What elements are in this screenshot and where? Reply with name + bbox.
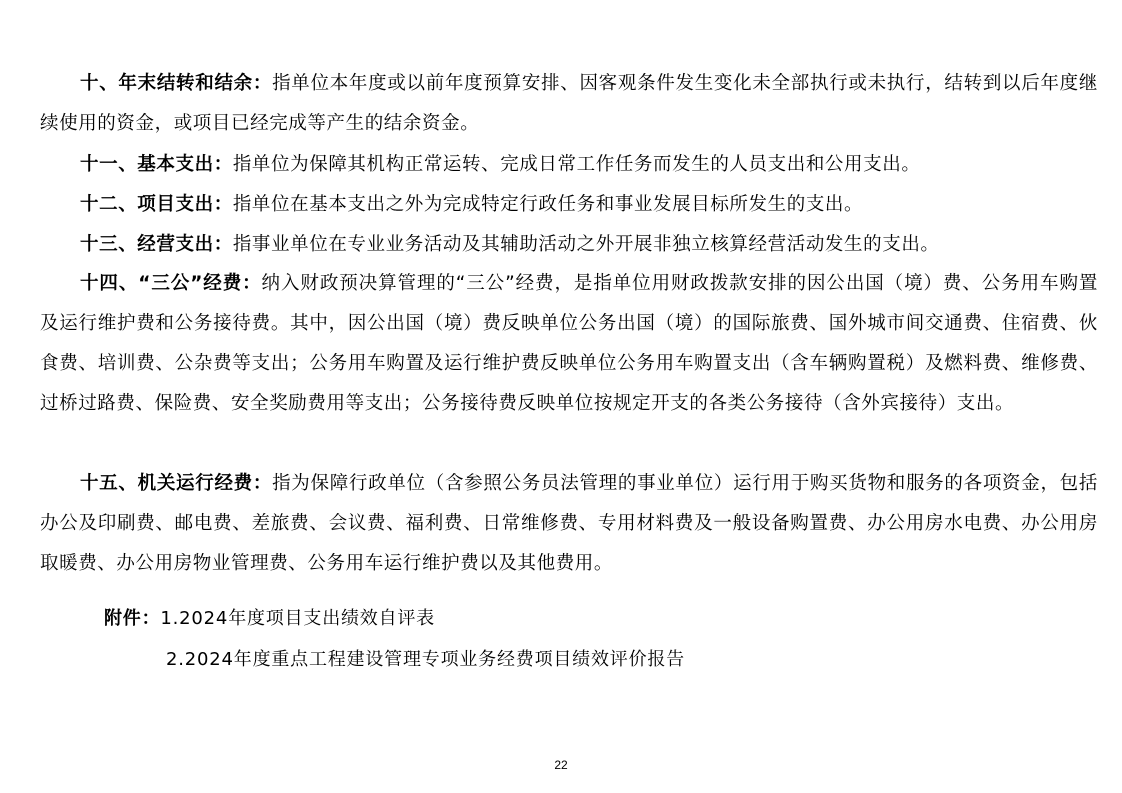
paragraph-three-public-expenses xyxy=(40,264,1098,424)
attachment-title: 2.2024年度重点工程建设管理专项业务经费项目绩效评价报告 xyxy=(166,649,685,670)
attachment-item-2 xyxy=(166,647,685,673)
attachment-item-1 xyxy=(104,606,435,632)
paragraph-text: 指为保障行政单位（含参照公务员法管理的事业单位）运行用于购买货物和服务的各项资金，包括办公及印刷费、邮电费、差旅费、会议费、福利费、日常维修费、专用材料费及一般设备购置费、办公用房水电费、办公用房取暖费、办公用房物业管理费、公务用车运行维护费以及其他费用。 xyxy=(40,473,1098,574)
paragraph-term: 十四、“三公”经费： xyxy=(80,273,262,294)
paragraph-text: 指单位在基本支出之外为完成特定行政任务和事业发展目标所发生的支出。 xyxy=(232,194,864,215)
paragraph-term: 十五、机关运行经费： xyxy=(80,473,273,494)
attachment-title: 1.2024年度项目支出绩效自评表 xyxy=(160,608,435,629)
page-number: 22 xyxy=(554,758,568,772)
paragraph-project-expenditure xyxy=(40,185,1098,225)
paragraph-text: 指单位为保障其机构正常运转、完成日常工作任务而发生的人员支出和公用支出。 xyxy=(232,154,921,175)
paragraph-year-end-carryover xyxy=(40,64,1098,144)
paragraph-text: 纳入财政预决算管理的“三公”经费，是指单位用财政拨款安排的因公出国（境）费、公务用车购置及运行维护费和公务接待费。其中，因公出国（境）费反映单位公务出国（境）的国际旅费、国外城市间交通费、住宿费、伙食费、培训费、公杂费等支出；公务用车购置及运行维护费反映单位公务用车购置支出（含车辆购置税）及燃料费、维修费、过桥过路费、保险费、安全奖励费用等支出；公务接待费反映单位按规定开支的各类公务接待（含外宾接待）支出。 xyxy=(40,273,1098,414)
paragraph-term: 十三、经营支出： xyxy=(80,234,233,255)
paragraph-agency-operating-funds xyxy=(40,464,1098,584)
paragraph-term: 十、年末结转和结余： xyxy=(80,73,273,94)
paragraph-basic-expenditure xyxy=(40,145,1098,185)
attachment-lead: 附件： xyxy=(104,608,161,629)
paragraph-term: 十一、基本支出： xyxy=(80,154,233,175)
paragraph-term: 十二、项目支出： xyxy=(80,194,233,215)
paragraph-operating-expenditure xyxy=(40,225,1098,265)
paragraph-text: 指单位本年度或以前年度预算安排、因客观条件发生变化未全部执行或未执行，结转到以后年度继续使用的资金，或项目已经完成等产生的结余资金。 xyxy=(40,73,1098,134)
paragraph-text: 指事业单位在专业业务活动及其辅助活动之外开展非独立核算经营活动发生的支出。 xyxy=(232,234,940,255)
